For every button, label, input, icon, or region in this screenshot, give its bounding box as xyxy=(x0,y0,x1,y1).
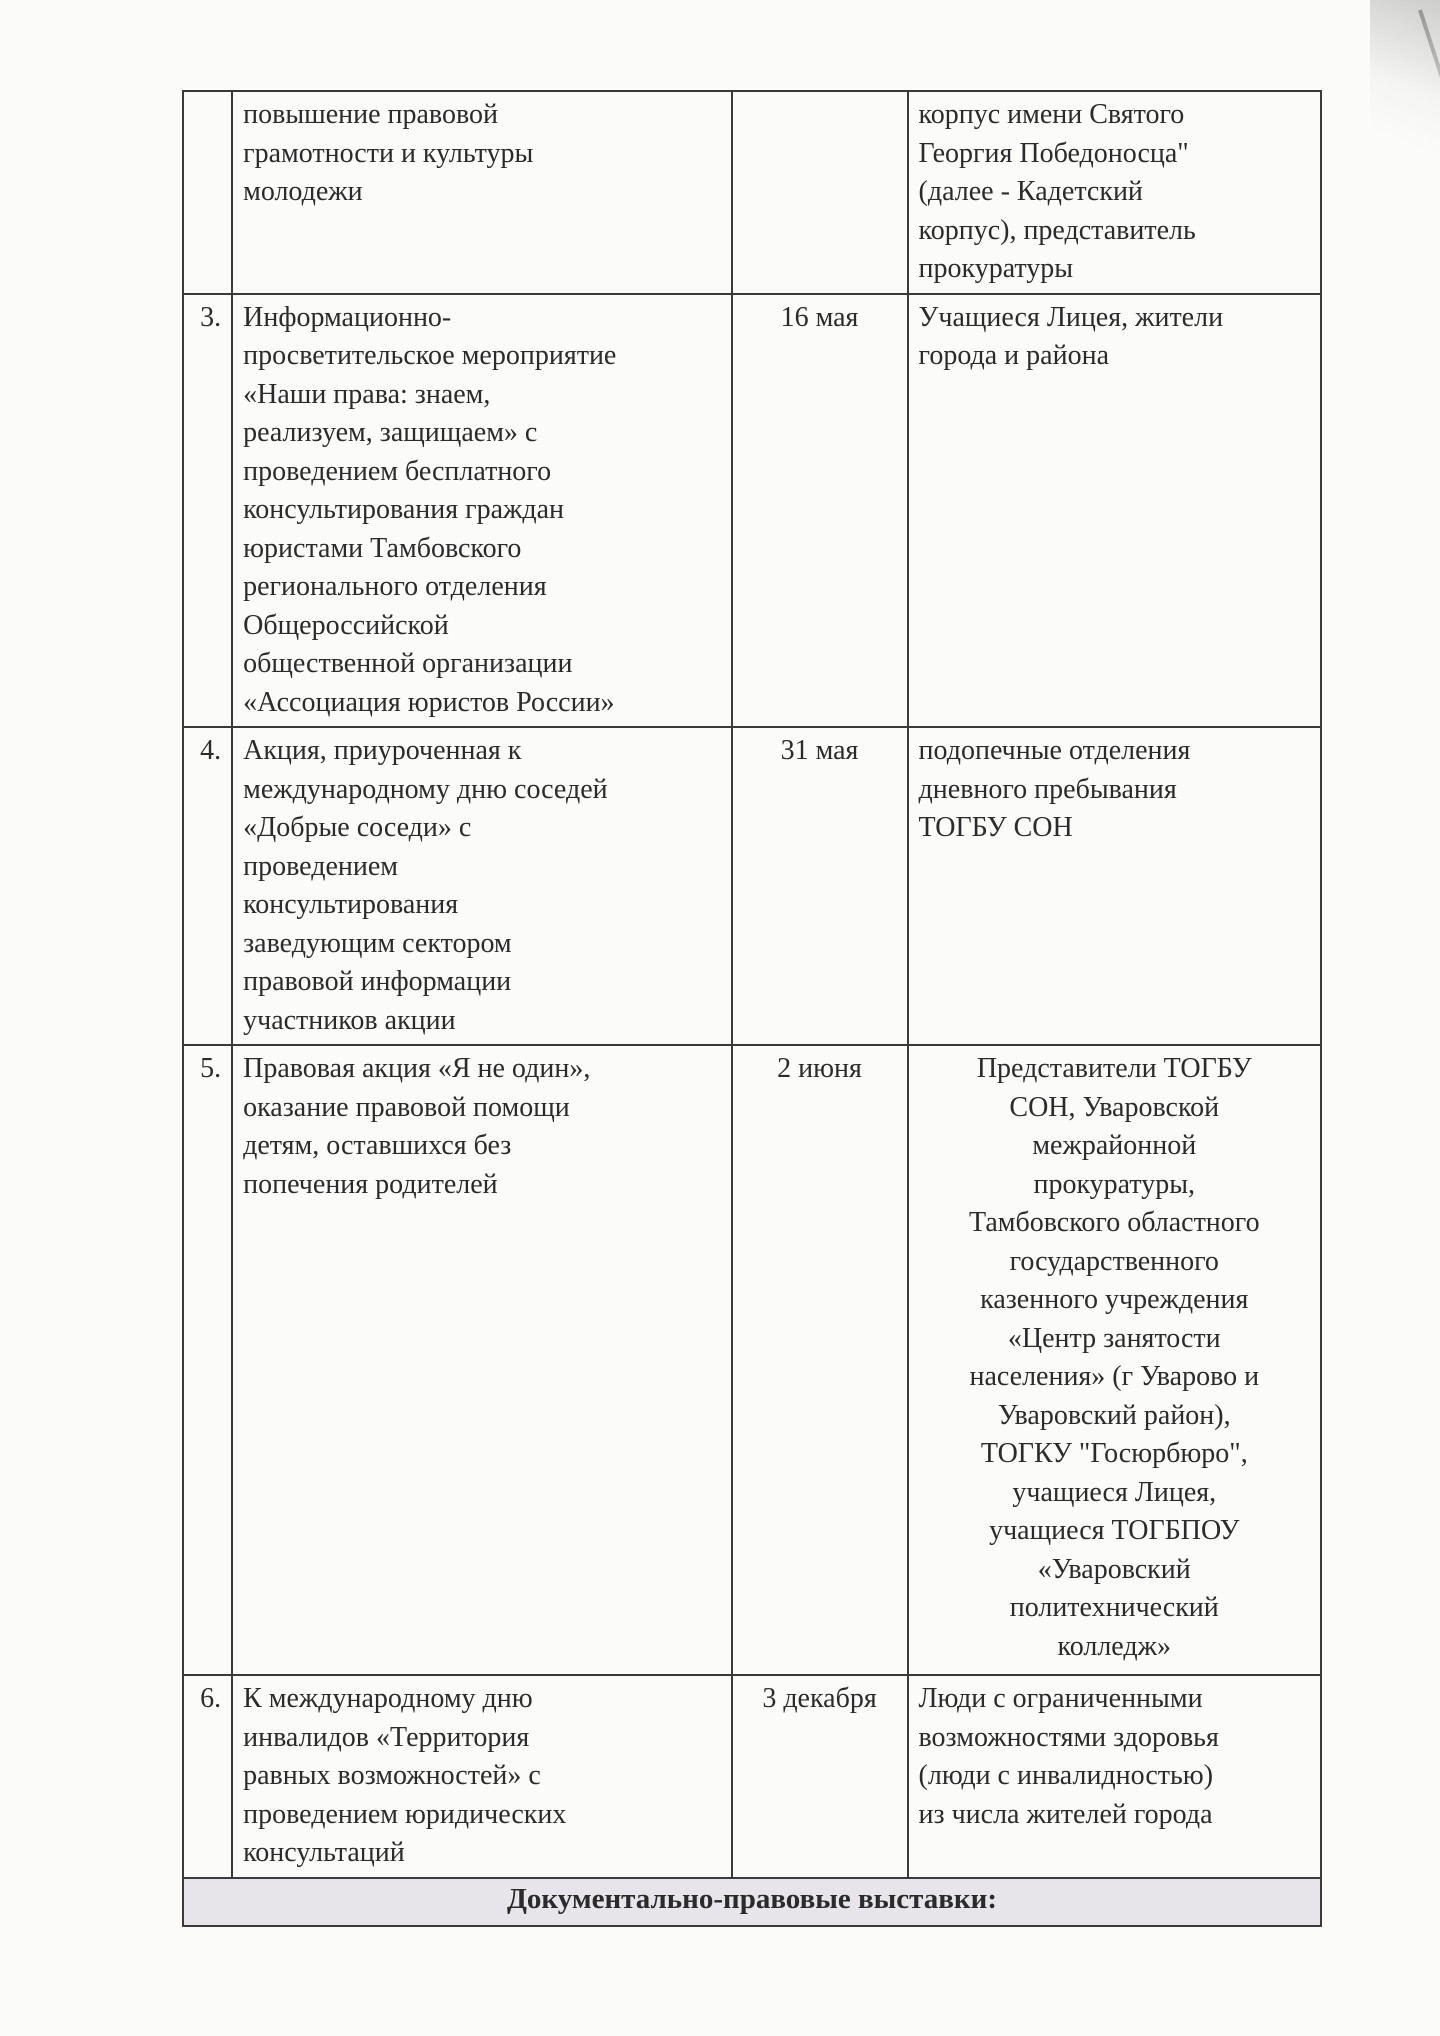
participants-line: Люди с ограниченными xyxy=(918,1683,1203,1714)
event-line: детям, оставшихся без xyxy=(243,1130,512,1161)
participants-line: прокуратуры, xyxy=(1033,1168,1196,1200)
participants-cell xyxy=(908,91,1321,294)
event-line: «Наши права: знаем, xyxy=(243,378,491,410)
event-line: проведением бесплатного xyxy=(243,455,552,487)
events-table xyxy=(182,90,1322,1927)
participants-line: Учащиеся Лицея, жители xyxy=(918,301,1224,333)
date-cell xyxy=(732,91,908,294)
participants-cell xyxy=(908,294,1321,728)
table-row xyxy=(183,91,1321,294)
event-line: международному дню соседей xyxy=(243,773,608,805)
participants-line: из числа жителей города xyxy=(918,1798,1213,1830)
section-heading-row xyxy=(183,1878,1321,1926)
event-line: К международному дню xyxy=(243,1683,533,1714)
event-line: грамотности и культуры xyxy=(243,137,534,169)
event-line: Общероссийской xyxy=(243,609,449,641)
event-line: Акция, приуроченная к xyxy=(243,735,522,766)
participants-line: государственного xyxy=(1009,1245,1219,1277)
participants-line: населения» (г Уварово и xyxy=(969,1361,1260,1392)
participants-line: межрайонной xyxy=(1032,1130,1197,1161)
participants-line: «Уваровский xyxy=(1037,1553,1191,1585)
row-number: 5. xyxy=(183,1045,232,1675)
row-number: 6. xyxy=(183,1675,232,1878)
event-line: проведением xyxy=(243,850,398,882)
table-row xyxy=(183,1045,1321,1675)
event-line: участников акции xyxy=(243,1004,456,1036)
participants-line: возможностями здоровья xyxy=(918,1721,1219,1753)
participants-line: казенного учреждения xyxy=(980,1284,1249,1315)
participants-line: города и района xyxy=(918,340,1109,371)
participants-cell xyxy=(908,1675,1321,1878)
table-row xyxy=(183,294,1321,728)
event-line: общественной организации xyxy=(243,648,573,679)
participants-line: учащиеся Лицея, xyxy=(1012,1476,1217,1508)
participants-line: ТОГБУ СОН xyxy=(918,812,1073,843)
event-cell xyxy=(232,1675,731,1878)
participants-line: Представители ТОГБУ xyxy=(976,1053,1252,1084)
page-fold-line xyxy=(1418,9,1440,172)
participants-cell xyxy=(908,727,1321,1045)
event-cell xyxy=(232,294,731,728)
event-line: консультаций xyxy=(243,1837,405,1868)
participants-cell xyxy=(908,1045,1321,1675)
date-cell: 31 мая xyxy=(732,727,908,1045)
event-line: правовой информации xyxy=(243,966,512,997)
participants-line: Георгия Победоносца" xyxy=(918,137,1189,169)
event-line: попечения родителей xyxy=(243,1168,498,1200)
event-line: оказание правовой помощи xyxy=(243,1091,570,1123)
participants-line: «Центр занятости xyxy=(1007,1322,1221,1354)
table-row xyxy=(183,1675,1321,1878)
event-line: проведением юридических xyxy=(243,1798,567,1830)
participants-line: политехнический xyxy=(1009,1592,1219,1623)
event-line: Правовая акция «Я не один», xyxy=(243,1053,591,1084)
participants-line: учащиеся ТОГБПОУ xyxy=(989,1515,1240,1546)
event-line: «Добрые соседи» с xyxy=(243,812,472,843)
participants-line: Тамбовского областного xyxy=(968,1207,1260,1238)
event-line: юристами Тамбовского xyxy=(243,532,522,564)
event-line: молодежи xyxy=(243,176,363,207)
row-number: 4. xyxy=(183,727,232,1045)
event-line: равных возможностей» с xyxy=(243,1760,541,1791)
event-line: повышение правовой xyxy=(243,99,498,130)
event-cell xyxy=(232,1045,731,1675)
date-cell: 2 июня xyxy=(732,1045,908,1675)
event-line: заведующим сектором xyxy=(243,927,512,959)
event-line: регионального отделения xyxy=(243,571,547,602)
date-cell: 16 мая xyxy=(732,294,908,728)
participants-line: корпус), представитель xyxy=(918,214,1196,246)
event-line: «Ассоциация юристов России» xyxy=(243,686,615,718)
event-line: Информационно- xyxy=(243,301,452,333)
event-line: консультирования граждан xyxy=(243,494,565,525)
participants-line: колледж» xyxy=(1057,1630,1171,1662)
participants-line: СОН, Уваровской xyxy=(1009,1091,1220,1123)
table-row xyxy=(183,727,1321,1045)
participants-line: (далее - Кадетский xyxy=(918,176,1143,207)
participants-line: подопечные отделения xyxy=(918,735,1191,766)
page-corner-shadow xyxy=(1370,0,1440,200)
row-number xyxy=(183,91,232,294)
event-line: инвалидов «Территория xyxy=(243,1721,530,1753)
event-cell xyxy=(232,91,731,294)
event-line: консультирования xyxy=(243,889,459,920)
participants-line: корпус имени Святого xyxy=(918,99,1185,130)
date-cell: 3 декабря xyxy=(732,1675,908,1878)
row-number: 3. xyxy=(183,294,232,728)
participants-line: (люди с инвалидностью) xyxy=(918,1760,1214,1791)
participants-line: дневного пребывания xyxy=(918,773,1177,805)
participants-line: ТОГКУ "Госюрбюро", xyxy=(980,1438,1248,1469)
section-heading: Документально-правовые выставки: xyxy=(183,1878,1321,1926)
participants-line: прокуратуры xyxy=(918,253,1074,284)
participants-line: Уваровский район), xyxy=(997,1399,1231,1431)
event-line: реализуем, защищаем» с xyxy=(243,417,538,448)
event-line: просветительское мероприятие xyxy=(243,340,617,371)
event-cell xyxy=(232,727,731,1045)
